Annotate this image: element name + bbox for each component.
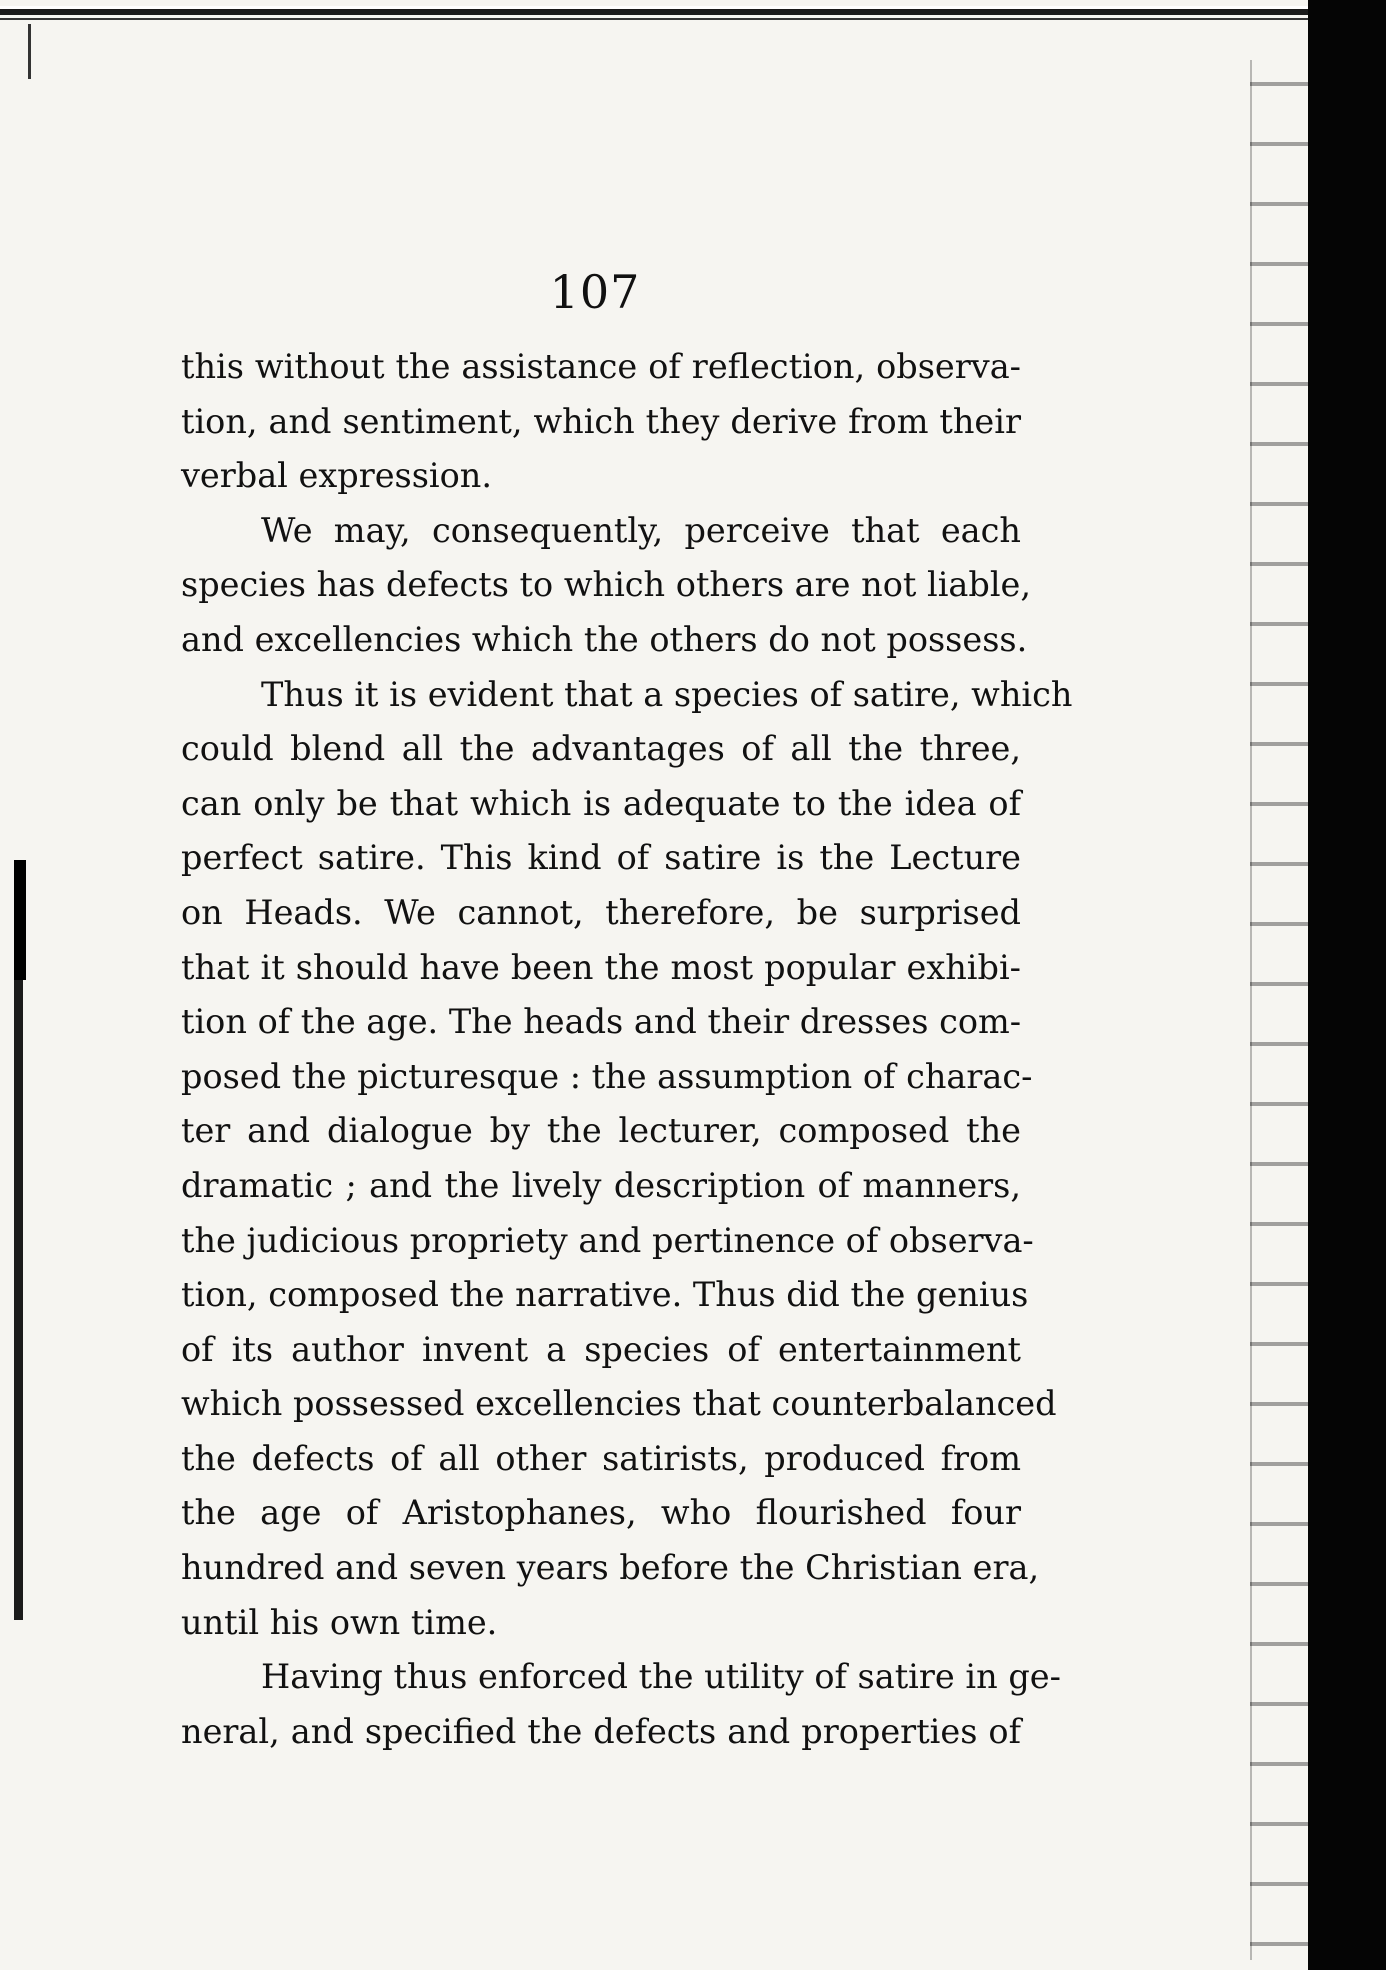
text-line: this without the assistance of reflection, observa- (181, 347, 1021, 386)
text-line: the defects of all other satirists, produced from (181, 1438, 1021, 1478)
text-line: tion of the age. The heads and their dresses com- (181, 1002, 1022, 1042)
text-line: verbal expression. (181, 456, 493, 496)
text-line: until his own time. (181, 1602, 498, 1642)
text-line: dramatic ; and the lively description of manners, (181, 1165, 1021, 1205)
text-line: and excellencies which the others do not possess. (181, 619, 1028, 659)
text-line: posed the picturesque : the assumption of charac- (181, 1056, 1033, 1096)
text-line: tion, composed the narrative. Thus did the genius (181, 1275, 1029, 1315)
text-line: We may, consequently, perceive that each (261, 510, 1021, 550)
text-line: can only be that which is adequate to the idea of (181, 783, 1021, 823)
scan-binding-shadow (1250, 60, 1308, 1960)
text-line: neral, and specified the defects and properties of (181, 1711, 1021, 1751)
page-number: 107 (549, 265, 641, 319)
scan-top-tick (28, 24, 31, 79)
text-line: which possessed excellencies that counterbalanced (181, 1384, 1057, 1424)
text-line: that it should have been the most popular exhibi- (181, 947, 1021, 987)
text-line: tion, and sentiment, which they derive from their (181, 401, 1021, 441)
text-line: could blend all the advantages of all the three, (181, 729, 1021, 769)
scan-top-rule (0, 6, 1320, 24)
text-line: the judicious propriety and pertinence of observa- (181, 1220, 1034, 1260)
scan-left-mark-top (14, 860, 26, 980)
text-line: hundred and seven years before the Christian era, (181, 1548, 1040, 1588)
page-body (181, 340, 1073, 1759)
text-line: species has defects to which others are not liable, (181, 565, 1032, 605)
scan-right-edge (1308, 0, 1386, 1970)
text-line: on Heads. We cannot, therefore, be surprised (181, 892, 1021, 932)
text-line: Having thus enforced the utility of satire in ge- (261, 1657, 1061, 1697)
text-line: Thus it is evident that a species of satire, which (261, 674, 1073, 714)
text-line: the age of Aristophanes, who flourished four (181, 1493, 1021, 1533)
text-line: of its author invent a species of entertainment (181, 1329, 1021, 1369)
text-line: perfect satire. This kind of satire is the Lecture (181, 838, 1021, 878)
text-line: ter and dialogue by the lecturer, composed the (181, 1111, 1021, 1151)
